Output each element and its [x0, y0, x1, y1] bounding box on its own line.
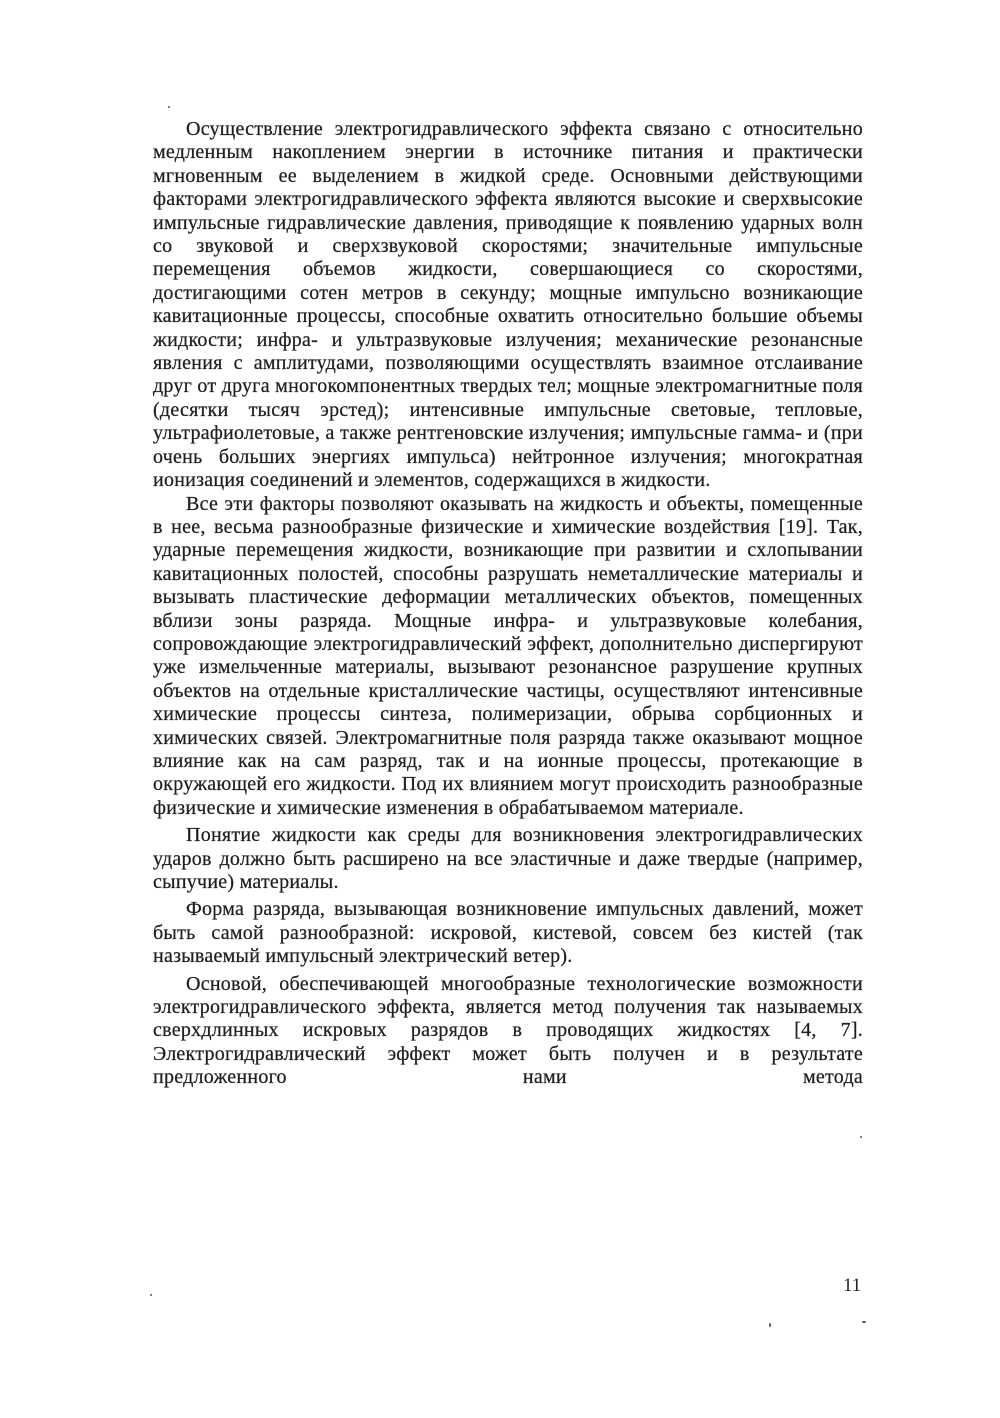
- scan-speck: [860, 1136, 862, 1138]
- scan-speck: [862, 1321, 866, 1323]
- page-number: 11: [843, 1275, 862, 1296]
- paragraph-1: Осуществление электрогидравлического эффекта связано с относительно медленным накоплением энергии в источнике питания и практически мгновенным ее выделением в жидкой среде. Основными действующими факторами электрогидравлического эффекта являются высокие и сверхвысокие импульсные гидравлические давления, приводящие к появлению ударных волн со звуковой и сверхзвуковой скоростями; значительные импульсные перемещения объемов жидкости, совершающиеся со скоростями, достигающими сотен метров в секунду; мощные импульсно возникающие кавитационные процессы, способные охватить относительно большие объемы жидкости; инфра- и ультразвуковые излучения; механические резонансные явления с амплитудами, позволяющими осуществлять взаимное отслаивание друг от друга многокомпонентных твердых тел; мощные электромагнитные поля (десятки тысяч эрстед); интенсивные импульсные световые, тепловые, ультрафиолетовые, а также рентгеновские излучения; импульсные гамма- и (при очень больших энергиях импульса) нейтронное излучения; многократная ионизация соединений и элементов, содержащихся в жидкости.: [153, 118, 863, 492]
- paragraph-4: Форма разряда, вызывающая возникновение импульсных давлений, может быть самой разнообразной: искровой, кистевой, совсем без кистей (так называемый импульсный электрический ветер).: [153, 898, 863, 968]
- paragraph-3: Понятие жидкости как среды для возникновения электрогидравлических ударов должно быть расширено на все эластичные и даже твердые (например, сыпучие) материалы.: [153, 824, 863, 893]
- scan-speck: [769, 1323, 771, 1327]
- scan-speck: [150, 1294, 152, 1296]
- paragraph-2: Все эти факторы позволяют оказывать на жидкость и объекты, помещенные в нее, весьма разнообразные физические и химические воздействия [19]. Так, ударные перемещения жидкости, возникающие при развитии и схлопывании кавитационных полостей, способны разрушать неметаллические материалы и вызывать пластические деформации металлических объектов, помещенных вблизи зоны разряда. Мощные инфра- и ультразвуковые колебания, сопровождающие электрогидравлический эффект, дополнительно диспергируют уже измельченные материалы, вызывают резонансное разрушение крупных объектов на отдельные кристаллические частицы, осуществляют интенсивные химические процессы синтеза, полимеризации, обрыва сорбционных и химических связей. Электромагнитные поля разряда также оказывают мощное влияние как на сам разряд, так и на ионные процессы, протекающие в окружающей его жидкости. Под их влиянием могут происходить разнообразные физические и химические изменения в обрабатываемом материале.: [153, 492, 863, 819]
- paragraph-5: Основой, обеспечивающей многообразные технологические возможности электрогидравлического эффекта, является метод получения так называемых сверхдлинных искровых разрядов в проводящих жидкостях [4, 7]. Электрогидравлический эффект может быть получен и в результате предложенного нами метода: [153, 972, 863, 1089]
- scan-speck: [168, 106, 170, 108]
- body-text: [153, 118, 863, 1090]
